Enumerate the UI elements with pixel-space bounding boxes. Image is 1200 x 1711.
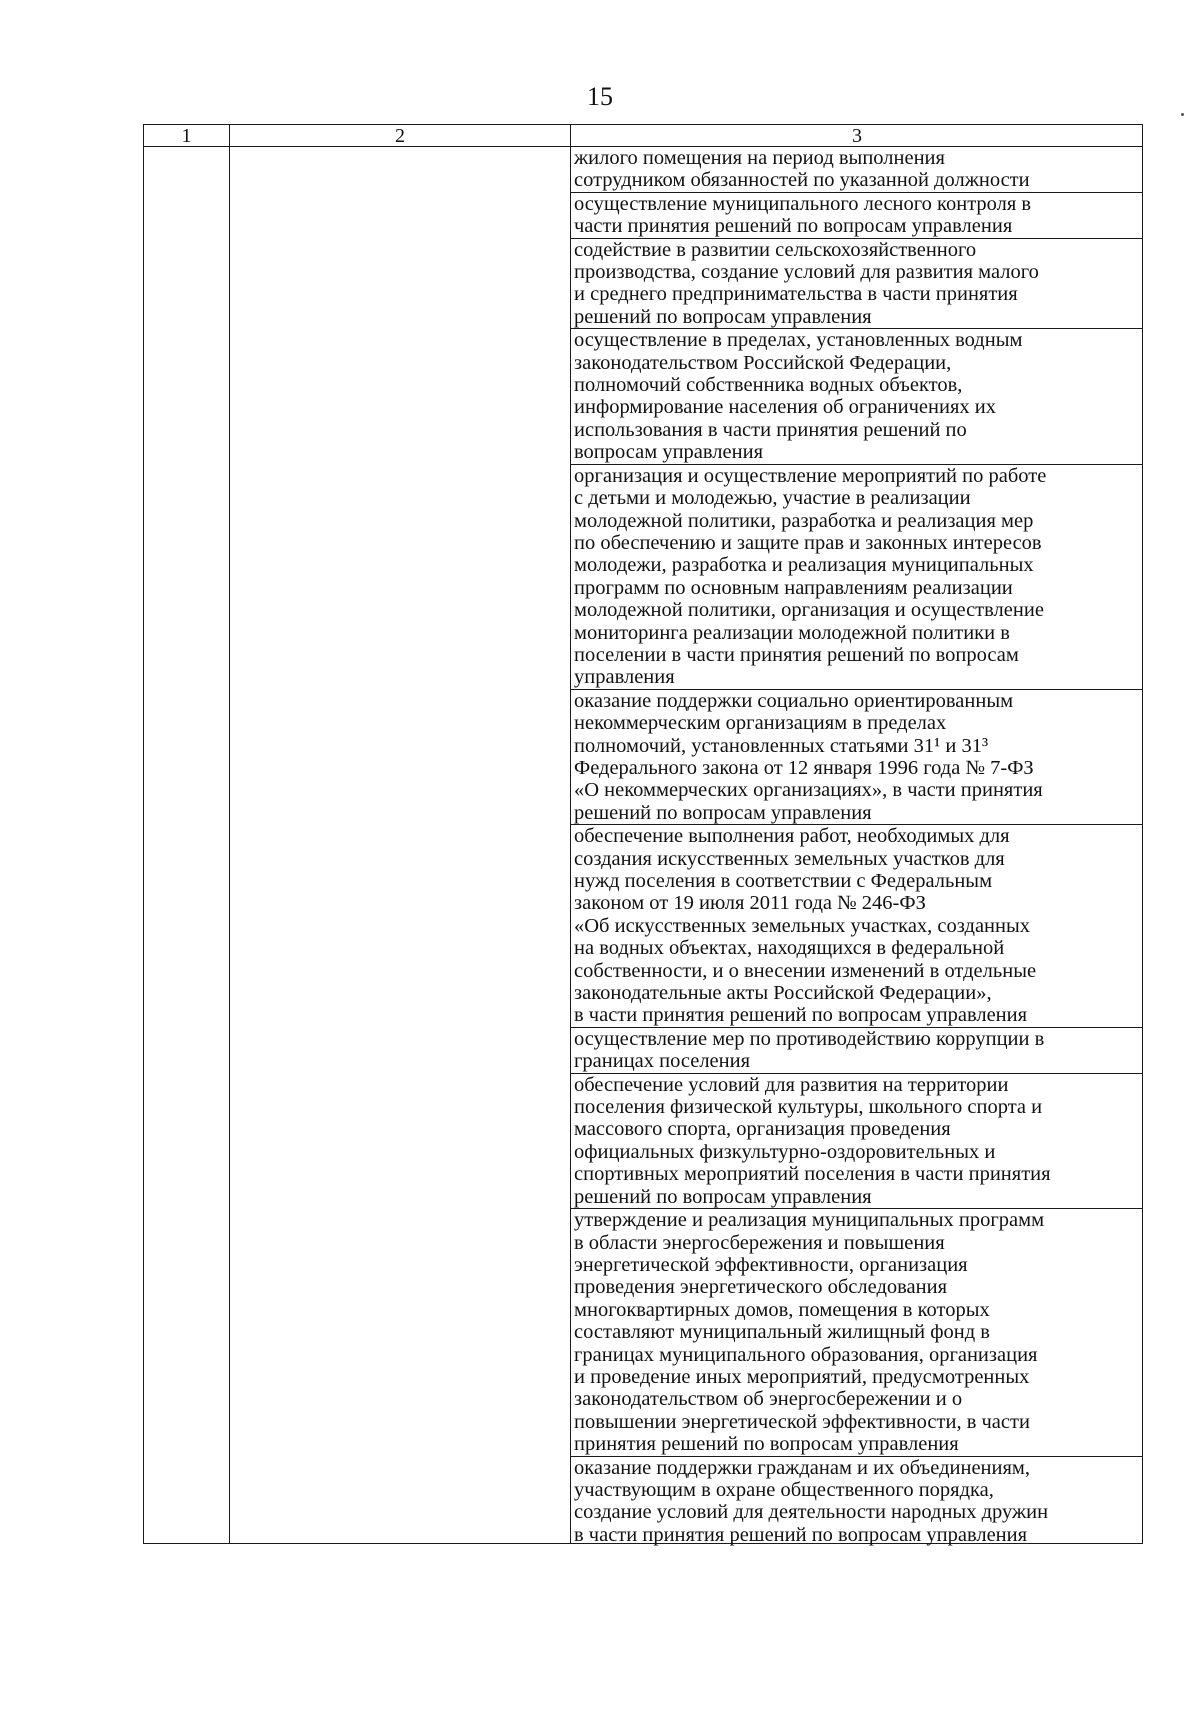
table-header-row: [144, 125, 1142, 147]
cell-text-line: по обеспечению и защите прав и законных интересов: [574, 531, 1042, 554]
cell-text-line: нужд поселения в соответствии с Федеральным: [574, 870, 993, 892]
cell-text-line: в части принятия решений по вопросам управления: [574, 1004, 1028, 1027]
table-row: [571, 1209, 1142, 1456]
table-row: [571, 147, 1142, 193]
table-row: [571, 690, 1142, 825]
table-row: [571, 1457, 1142, 1547]
cell-text-line: мониторинга реализации молодежной политики в: [574, 621, 1010, 644]
cell-text-line: участвующим в охране общественного порядка,: [574, 1478, 994, 1501]
cell-text-line: оказание поддержки гражданам и их объединениям,: [574, 1456, 1031, 1479]
cell-text-line: создания искусственных земельных участков для: [574, 847, 1005, 870]
cell-text-line: законодательством об энергосбережении и о: [574, 1388, 963, 1411]
cell-text-line: «О некоммерческих организациях», в части принятия: [574, 779, 1043, 802]
cell-text-line: использования в части принятия решений по: [574, 418, 967, 441]
cell-text-line: информирование населения об ограничениях их: [574, 396, 997, 419]
table-row: [571, 825, 1142, 1028]
cell-text-line: производства, создание условий для развития малого: [574, 261, 1039, 284]
cell-text-line: «Об искусственных земельных участках, созданных: [574, 914, 1031, 937]
cell-text-line: в области энергосбережения и повышения: [574, 1231, 945, 1254]
page-number: 15: [587, 82, 613, 111]
cell-text-line: повышении энергетической эффективности, в части: [574, 1410, 1030, 1433]
column-header-2: 2: [395, 125, 405, 147]
margin-mark: [1181, 113, 1184, 116]
cell-text-line: границах муниципального образования, организация: [574, 1343, 1038, 1366]
cell-text-line: и среднего предпринимательства в части принятия: [574, 283, 1018, 306]
cell-text-line: организация и осуществление мероприятий по работе: [574, 464, 1047, 487]
cell-text-line: осуществление муниципального лесного контроля в: [574, 192, 1032, 215]
cell-text-line: решений по вопросам управления: [574, 1185, 872, 1208]
cell-text-line: осуществление мер по противодействию коррупции в: [574, 1027, 1045, 1050]
cell-text-line: поселения физической культуры, школьного спорта и: [574, 1096, 1043, 1119]
cell-text-line: массового спорта, организация проведения: [574, 1118, 951, 1141]
cell-text-line: решений по вопросам управления: [574, 801, 872, 824]
cell-text-line: молодежной политики, разработка и реализация мер: [574, 509, 1034, 532]
table-row: [571, 193, 1142, 239]
cell-text-line: в части принятия решений по вопросам управления: [574, 1523, 1028, 1546]
cell-text-line: полномочий, установленных статьями 31¹ и 31³: [574, 734, 989, 757]
cell-text-line: принятия решений по вопросам управления: [574, 1433, 959, 1456]
column-3-entries: [571, 147, 1142, 1546]
cell-text-line: на водных объектах, находящихся в федеральной: [574, 937, 1005, 960]
cell-text-line: решений по вопросам управления: [574, 305, 872, 328]
cell-text-line: полномочий собственника водных объектов,: [574, 374, 963, 397]
powers-table: [143, 124, 1143, 1544]
cell-text-line: молодежной политики, организация и осуществление: [574, 599, 1044, 622]
column-header-1: 1: [181, 125, 192, 147]
cell-text-line: официальных физкультурно-оздоровительных и: [574, 1140, 996, 1163]
cell-text-line: жилого помещения на период выполнения: [574, 147, 945, 169]
table-row: [571, 1028, 1142, 1074]
cell-text-line: с детьми и молодежью, участие в реализации: [574, 487, 971, 510]
table-row: [571, 1074, 1142, 1209]
cell-text-line: управления: [574, 666, 675, 689]
table-row: [571, 239, 1142, 330]
cell-text-line: энергетической эффективности, организация: [574, 1253, 968, 1276]
cell-text-line: собственности, и о внесении изменений в отдельные: [574, 959, 1037, 982]
cell-text-line: Федерального закона от 12 января 1996 года № 7-ФЗ: [574, 756, 1034, 779]
cell-text-line: вопросам управления: [574, 441, 763, 464]
cell-text-line: поселении в части принятия решений по вопросам: [574, 643, 1019, 666]
cell-text-line: законодательные акты Российской Федерации»,: [574, 982, 992, 1005]
cell-text-line: проведения энергетического обследования: [574, 1276, 948, 1299]
cell-text-line: части принятия решений по вопросам управления: [574, 215, 1013, 238]
cell-text-line: молодежи, разработка и реализация муниципальных: [574, 554, 1034, 577]
cell-text-line: утверждение и реализация муниципальных программ: [574, 1209, 1045, 1232]
cell-text-line: сотрудником обязанностей по указанной должности: [574, 169, 1030, 192]
cell-text-line: законом от 19 июля 2011 года № 246-ФЗ: [574, 892, 926, 915]
column-header-3: 3: [852, 125, 862, 147]
cell-text-line: содействие в развитии сельскохозяйственного: [574, 238, 977, 261]
cell-text-line: спортивных мероприятий поселения в части принятия: [574, 1163, 1051, 1186]
column-divider-1: [229, 125, 230, 1543]
table-row: [571, 465, 1142, 690]
cell-text-line: осуществление в пределах, установленных водным: [574, 329, 1023, 352]
cell-text-line: программ по основным направлениям реализации: [574, 576, 1013, 599]
cell-text-line: некоммерческим организациям в пределах: [574, 712, 947, 735]
table-row: [571, 329, 1142, 464]
cell-text-line: составляют муниципальный жилищный фонд в: [574, 1321, 990, 1344]
cell-text-line: и проведение иных мероприятий, предусмотренных: [574, 1365, 1030, 1388]
cell-text-line: обеспечение условий для развития на территории: [574, 1073, 1009, 1096]
cell-text-line: многоквартирных домов, помещения в которых: [574, 1298, 990, 1321]
cell-text-line: границах поселения: [574, 1050, 751, 1073]
cell-text-line: законодательством Российской Федерации,: [574, 351, 952, 374]
cell-text-line: оказание поддержки социально ориентированным: [574, 689, 1014, 712]
cell-text-line: обеспечение выполнения работ, необходимых для: [574, 825, 1010, 848]
cell-text-line: создание условий для деятельности народных дружин: [574, 1501, 1049, 1524]
